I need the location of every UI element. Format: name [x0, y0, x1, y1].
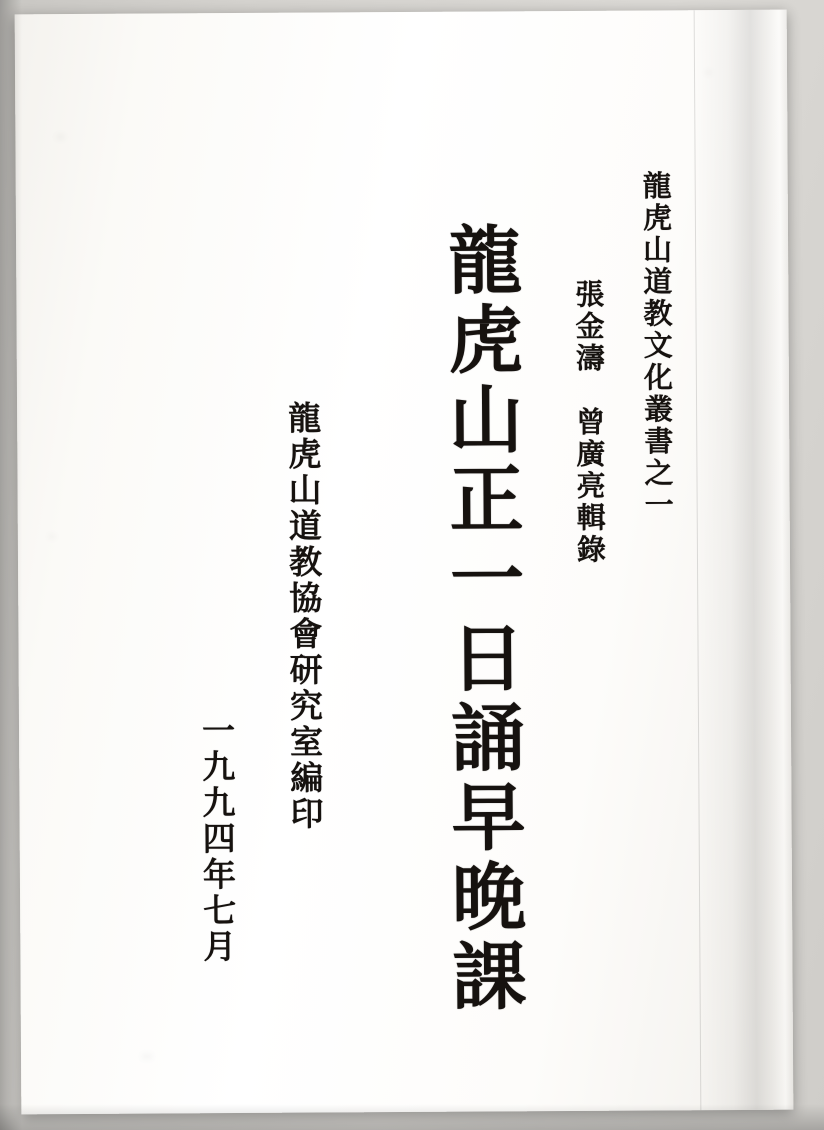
paper-blemish [55, 134, 65, 140]
editors-credit: 張金濤 曾廣亮輯錄 [571, 278, 608, 567]
bottom-edge-shadow [0, 1104, 824, 1130]
paper-blemish [141, 1054, 153, 1060]
cover-page [15, 10, 794, 1115]
series-title: 龍虎山道教文化叢書之一 [638, 170, 675, 522]
paper-blemish [48, 534, 56, 539]
book-spine-shading [691, 10, 794, 1111]
publication-date: 一九九四年七月 [196, 713, 238, 966]
publisher-imprint: 龍虎山道教協會研究室編印 [283, 400, 325, 833]
page-title: 龍虎山正一日誦早晚課 [435, 221, 527, 1018]
left-edge-shadow [0, 0, 22, 1130]
